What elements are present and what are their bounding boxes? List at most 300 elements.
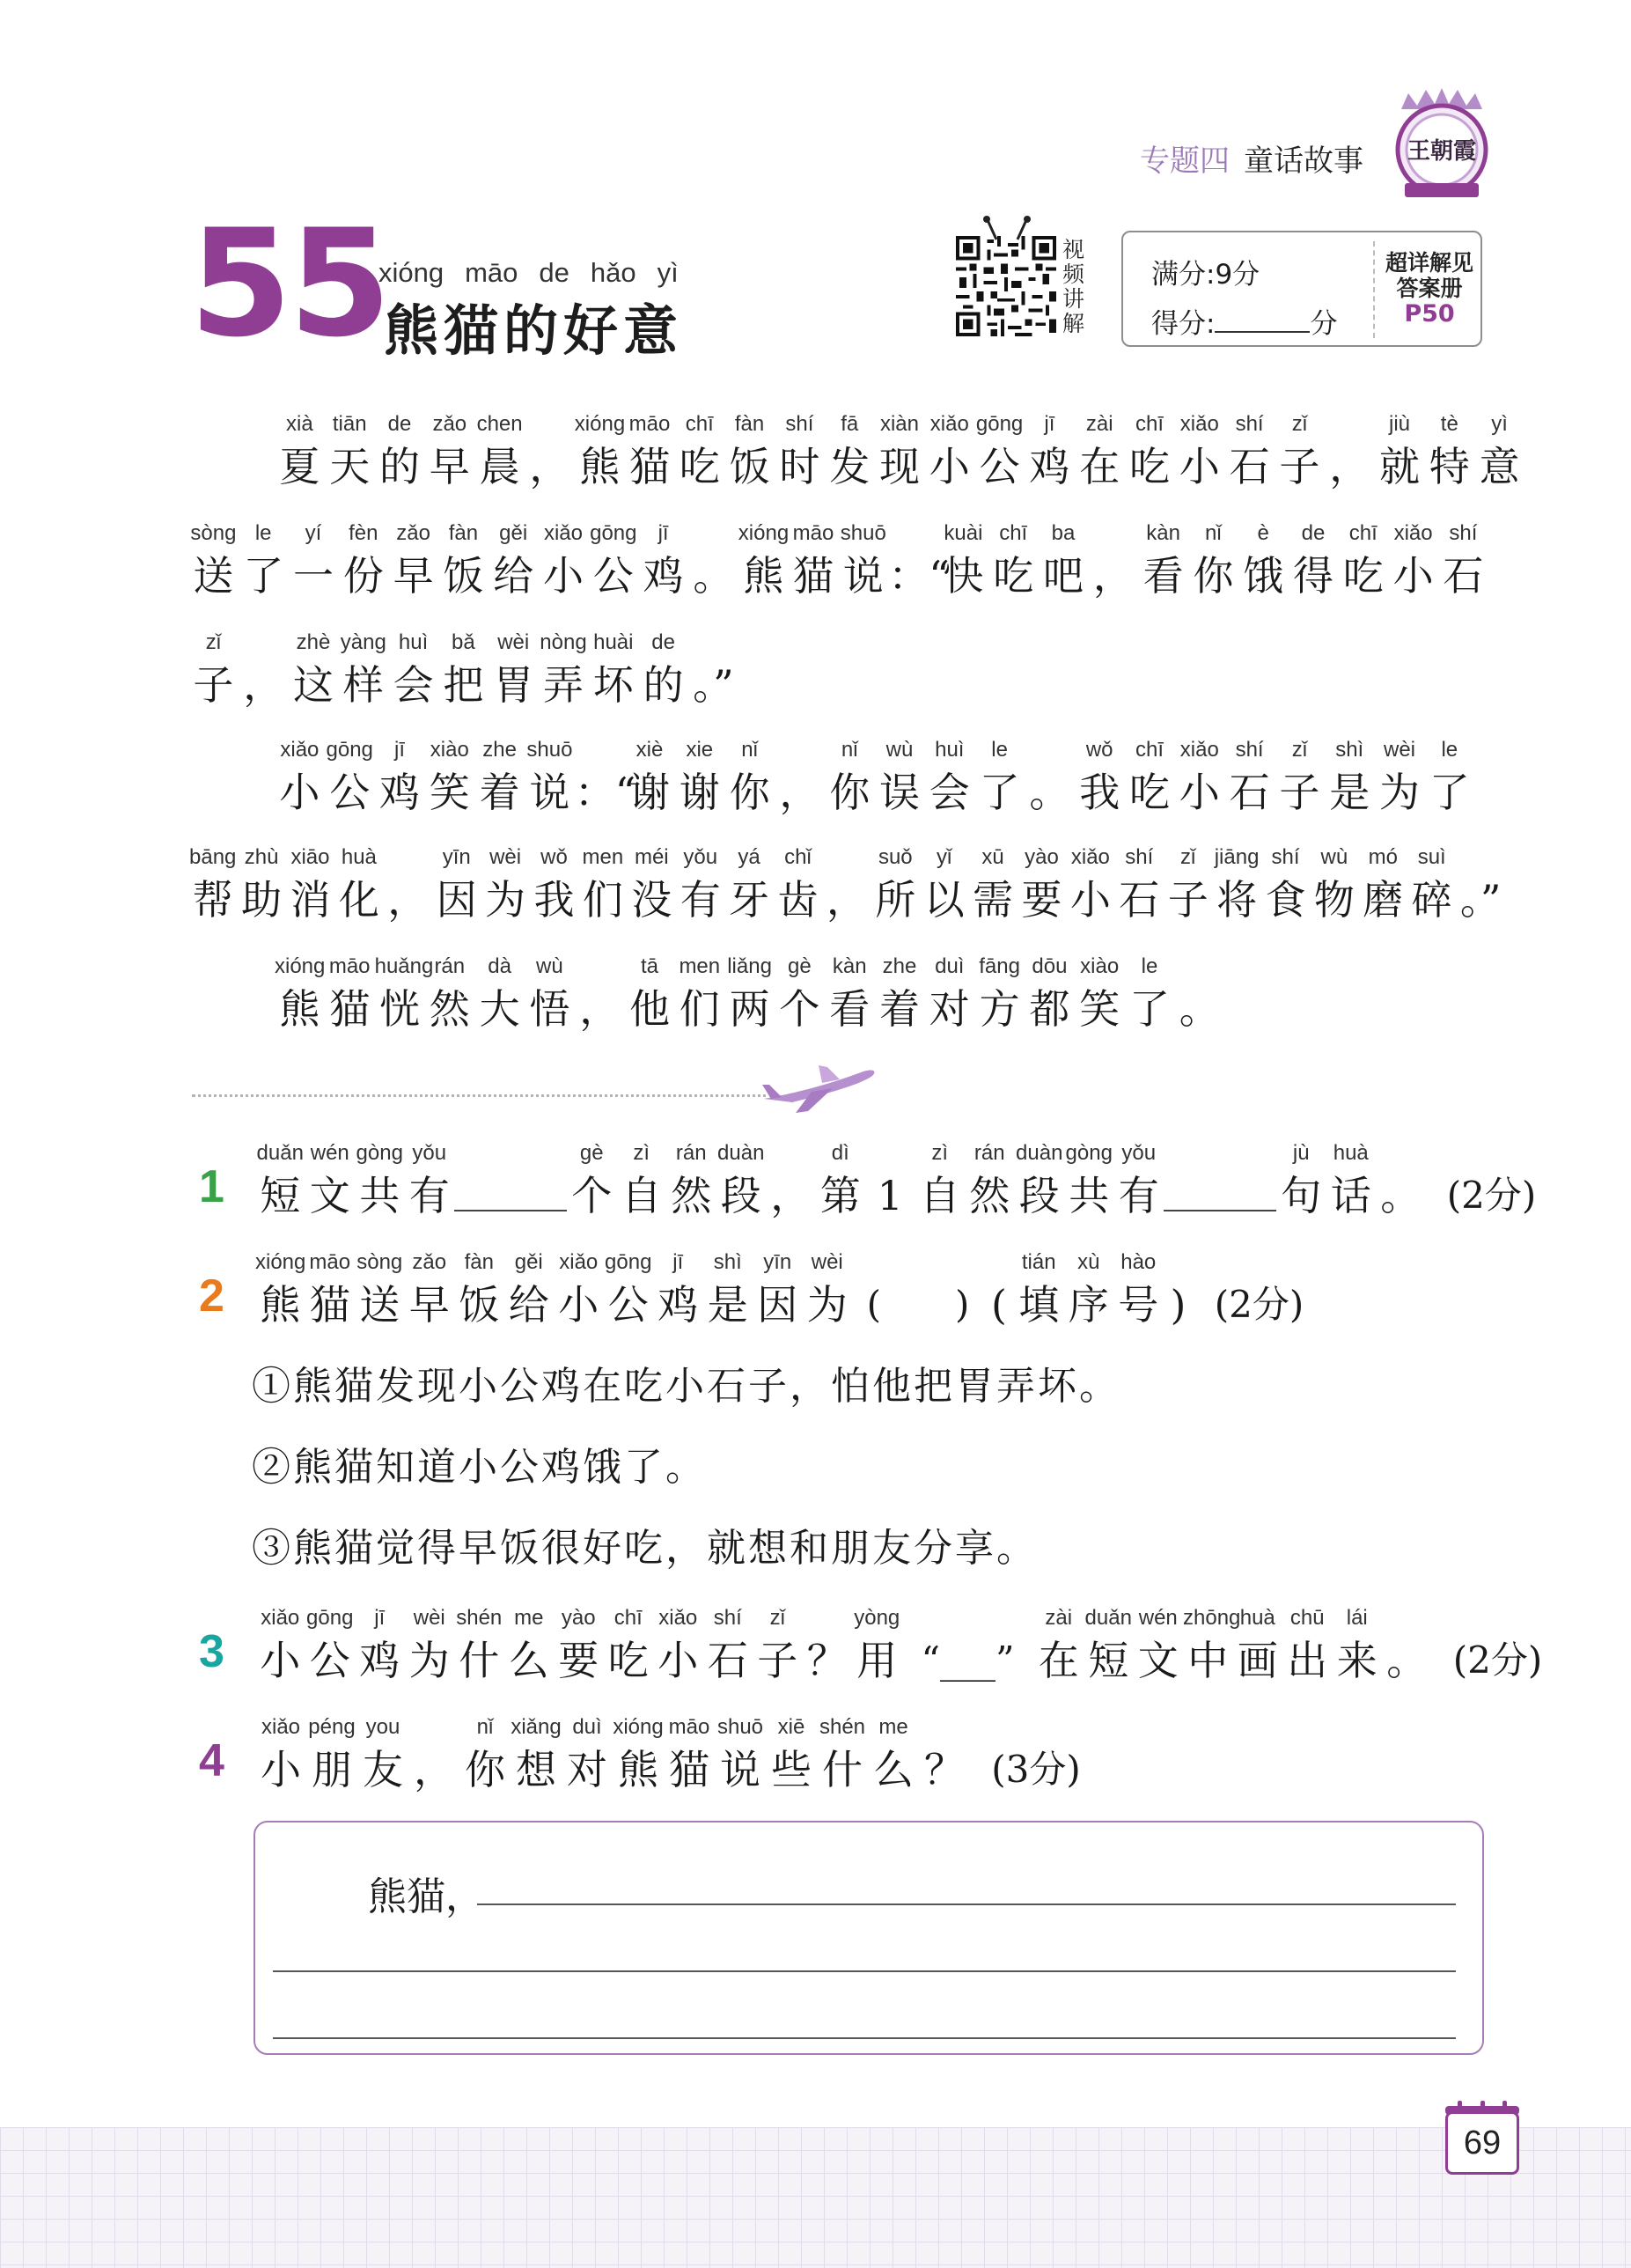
pinyin: jiāng (1214, 845, 1260, 869)
pinyin (888, 516, 938, 551)
hanzi: 所 (875, 876, 916, 924)
pinyin: xiǎo (1393, 521, 1433, 545)
char-cell (825, 949, 875, 1034)
pinyin: gōng (590, 521, 637, 545)
char-cell (405, 1601, 455, 1685)
pinyin: yí (305, 521, 322, 545)
hanzi: 文 (1137, 1637, 1179, 1684)
hanzi[interactable]: ( ) (866, 1283, 970, 1326)
hanzi: 饭 (729, 443, 770, 490)
pinyin (1025, 733, 1075, 768)
hanzi: 然 (671, 1172, 712, 1219)
hanzi: 用 (856, 1637, 898, 1684)
hanzi: 。 (1029, 769, 1070, 816)
hanzi: 在 (1038, 1637, 1079, 1684)
hanzi: 因 (757, 1281, 798, 1329)
pinyin: xióng (255, 1250, 306, 1274)
char-cell (666, 1136, 716, 1220)
pinyin: sòng (356, 1250, 403, 1274)
hanzi: 鸡 (643, 552, 684, 600)
pinyin: shí (1235, 738, 1264, 762)
hanzi: 助 (241, 876, 283, 924)
lesson-title: 熊猫的好意 (384, 298, 684, 363)
score-got (1151, 301, 1337, 341)
char-cell (617, 1136, 667, 1220)
writing-line[interactable] (273, 2037, 1456, 2039)
char-cell (575, 949, 625, 1034)
pinyin: zǎo (412, 1250, 447, 1274)
char-cell (924, 407, 974, 491)
hanzi: 给 (493, 552, 534, 600)
pinyin: zhōng (1183, 1606, 1241, 1630)
char-cell (1125, 949, 1175, 1034)
char-cell (438, 516, 489, 600)
hanzi: 是 (1329, 769, 1370, 816)
char-cell (915, 1136, 966, 1220)
hanzi: ？ (806, 1637, 848, 1684)
pinyin: kàn (832, 954, 867, 978)
hanzi[interactable]: (2分) (1446, 1174, 1537, 1217)
pinyin (852, 1245, 984, 1280)
pinyin: shì (713, 1250, 742, 1274)
pinyin (688, 625, 738, 660)
hanzi: 看 (829, 985, 871, 1033)
pinyin: fāng (979, 954, 1020, 978)
char-cell (481, 840, 529, 924)
hanzi: 饭 (459, 1281, 500, 1329)
hanzi: 得 (1292, 552, 1333, 600)
hanzi: ) (1170, 1281, 1187, 1329)
char-cell (1375, 733, 1425, 817)
hanzi: 么 (873, 1746, 914, 1793)
pinyin: zhù (244, 845, 279, 869)
char-cell[interactable] (454, 1136, 567, 1211)
char-cell (489, 625, 539, 710)
writing-line[interactable] (477, 1904, 1456, 1905)
pinyin: shí (1235, 412, 1264, 436)
hanzi: 小 (929, 443, 970, 490)
pinyin: xiǎo (280, 738, 320, 762)
pinyin: wén (1138, 1606, 1178, 1630)
hanzi: 了 (979, 769, 1020, 816)
char-cell (1407, 840, 1456, 924)
char-cell (1134, 1601, 1184, 1685)
pinyin: chū (1289, 1606, 1325, 1630)
char-cell (703, 1245, 753, 1329)
answer-writing-box[interactable] (253, 1821, 1484, 2055)
pinyin: xù (1077, 1250, 1100, 1274)
pinyin (1174, 949, 1224, 984)
pinyin: me (514, 1606, 544, 1630)
pinyin: yòng (854, 1606, 900, 1630)
char-cell (638, 625, 688, 710)
hanzi: 猫 (329, 985, 371, 1033)
pinyin (1456, 840, 1504, 875)
q2-option-3[interactable]: ③熊猫觉得早饭很好吃，就想和朋友分享。 (252, 1526, 1038, 1571)
pinyin: méi (634, 845, 669, 869)
char-cell (803, 1245, 853, 1329)
score-blank[interactable] (1215, 306, 1310, 333)
question-4-number: 4 (199, 1735, 224, 1786)
char-cell (388, 625, 438, 710)
char-cell (825, 407, 875, 491)
hanzi: 个 (779, 985, 820, 1033)
char-cell (525, 407, 575, 491)
pinyin: zài (1045, 1606, 1073, 1630)
hanzi: 子 (193, 661, 234, 709)
char-cell (724, 733, 775, 817)
qr-code-icon[interactable] (956, 236, 1056, 336)
pinyin: huà (341, 845, 377, 869)
hanzi[interactable]: (2分) (1214, 1283, 1304, 1326)
char-cell (988, 516, 1039, 600)
pinyin: dì (831, 1141, 849, 1165)
pinyin: xióng (738, 521, 790, 545)
char-cell (578, 840, 627, 924)
hanzi: 牙 (729, 876, 770, 924)
hanzi: 共 (359, 1172, 400, 1219)
hanzi: 你 (829, 769, 871, 816)
pinyin (803, 1601, 853, 1636)
pinyin (1164, 1136, 1276, 1171)
hanzi: 早 (393, 552, 434, 600)
char-cell (375, 733, 425, 817)
hanzi: 小 (261, 1746, 301, 1793)
score-got-unit: 分 (1310, 308, 1338, 340)
pinyin: xióng (275, 954, 326, 978)
pinyin: māo (792, 521, 834, 545)
char-cell (1075, 407, 1125, 491)
topic-label (1140, 136, 1363, 180)
char-cell (1456, 840, 1504, 924)
hanzi: 把 (443, 661, 484, 709)
pinyin: lái (1346, 1606, 1368, 1630)
q2-option-1[interactable]: ①熊猫发现小公鸡在吃小石子，怕他把胃弄坏。 (252, 1364, 1120, 1409)
pinyin: yǐ (937, 845, 952, 869)
hanzi: ：“ (574, 769, 636, 816)
hanzi: 子 (1167, 876, 1209, 924)
pinyin: ba (1051, 521, 1076, 545)
char-cell (374, 949, 434, 1034)
char-cell (1125, 733, 1175, 817)
pinyin: le (1441, 738, 1458, 762)
char-cell (432, 840, 481, 924)
pinyin: huà (1333, 1141, 1369, 1165)
pinyin: xiǎo (1070, 845, 1110, 869)
char-cell (1138, 516, 1188, 600)
char-cell (1282, 1601, 1333, 1685)
char-cell (1025, 407, 1075, 491)
char-cell (868, 1710, 919, 1794)
hanzi: 给 (508, 1281, 549, 1329)
fill-blank[interactable] (1164, 1174, 1276, 1211)
pinyin (1088, 516, 1138, 551)
char-cell (724, 840, 773, 924)
char-cell (852, 1601, 902, 1685)
hanzi: 这 (292, 661, 334, 709)
pinyin (766, 1136, 816, 1171)
char-cell (1212, 840, 1260, 924)
char-cell[interactable] (1164, 1136, 1276, 1211)
hanzi: 磨 (1363, 876, 1404, 924)
char-cell (489, 516, 539, 600)
fill-blank[interactable] (454, 1174, 567, 1211)
hanzi: 饿 (1243, 552, 1284, 600)
pinyin: xū (981, 845, 1004, 869)
pinyin: fàn (448, 521, 479, 545)
hanzi: 。” (693, 661, 734, 709)
char-cell (1426, 1136, 1558, 1220)
hanzi: 熊 (743, 552, 784, 600)
pinyin (239, 625, 289, 660)
hanzi: ， (770, 1172, 812, 1219)
pinyin: le (254, 521, 272, 545)
answer-start-text: 熊猫， (368, 1874, 484, 1919)
char-cell (305, 1601, 356, 1685)
char-cell (1333, 1601, 1383, 1685)
pinyin: huài (593, 630, 634, 654)
pinyin: gòng (356, 1141, 403, 1165)
hanzi: 吃 (993, 552, 1034, 600)
pinyin: le (1141, 954, 1158, 978)
char-cell (454, 1245, 504, 1329)
char-cell (1015, 1136, 1065, 1220)
char-cell (1375, 407, 1425, 491)
q2-option-2[interactable]: ②熊猫知道小公鸡饿了。 (252, 1445, 707, 1490)
hanzi: 谢 (679, 769, 720, 816)
pinyin: rán (675, 1141, 707, 1165)
pinyin: suǒ (878, 845, 913, 869)
pinyin: yīn (763, 1250, 792, 1274)
pinyin: è (1257, 521, 1269, 545)
hanzi: 的 (643, 661, 684, 709)
pinyin: shén (819, 1715, 866, 1739)
hanzi: 鸡 (658, 1281, 699, 1329)
char-cell (974, 949, 1025, 1034)
pinyin: chī (1135, 738, 1164, 762)
hanzi: 都 (1029, 985, 1070, 1033)
char-cell (984, 1245, 1014, 1329)
pinyin: zǎo (396, 521, 430, 545)
char-cell (1164, 1245, 1194, 1329)
hanzi: ， (387, 876, 429, 924)
char-cell (653, 1601, 703, 1685)
char-cell (306, 1710, 357, 1794)
pinyin: xiǎo (559, 1250, 599, 1274)
pinyin: duàn (1016, 1141, 1063, 1165)
hanzi: 要 (1021, 876, 1062, 924)
hanzi: 了 (1128, 985, 1170, 1033)
char-cell (338, 516, 388, 600)
score-divider (1373, 241, 1375, 338)
char-cell (375, 407, 425, 491)
hanzi: 。 (1380, 1172, 1422, 1219)
hanzi: 短 (260, 1172, 301, 1219)
char-cell (1289, 516, 1339, 600)
pinyin (984, 1245, 1014, 1280)
pinyin: duàn (717, 1141, 765, 1165)
pinyin: zǐ (1180, 845, 1196, 869)
pinyin: jī (374, 1606, 386, 1630)
hanzi: 吧 (1042, 552, 1084, 600)
hanzi: 吃 (1128, 769, 1170, 816)
pinyin: wǒ (540, 845, 568, 869)
hanzi: 晨 (479, 443, 520, 490)
hanzi: ：“ (888, 552, 950, 600)
char-cell (239, 625, 289, 710)
pinyin: nòng (540, 630, 587, 654)
hanzi: 出 (1287, 1637, 1328, 1684)
char-cell (554, 1245, 604, 1329)
char-cell (838, 516, 888, 600)
pinyin: wèi (1383, 738, 1415, 762)
char-cell (625, 407, 675, 491)
char-cell (1275, 733, 1325, 817)
pinyin: māo (628, 412, 671, 436)
footer-grid-band (0, 2127, 1631, 2268)
pinyin: zhe (882, 954, 917, 978)
hanzi: 会 (393, 661, 434, 709)
pinyin: gè (788, 954, 812, 978)
hanzi: 恍 (378, 985, 420, 1033)
hanzi: 有 (408, 1172, 450, 1219)
pinyin: zhè (296, 630, 331, 654)
pinyin: de (1301, 521, 1326, 545)
hanzi: 熊 (279, 985, 320, 1033)
char-cell (775, 407, 825, 491)
pinyin: de (651, 630, 675, 654)
pinyin: suì (1417, 845, 1446, 869)
char-cell (1075, 949, 1125, 1034)
hanzi: 时 (779, 443, 820, 490)
char-cell (474, 733, 525, 817)
char-cell (239, 516, 289, 600)
hanzi: 短 (1088, 1637, 1129, 1684)
hanzi: 饭 (443, 552, 484, 600)
hanzi: 为 (1378, 769, 1420, 816)
hanzi: 些 (771, 1746, 812, 1793)
hanzi: 要 (558, 1637, 599, 1684)
pinyin: bǎ (452, 630, 475, 654)
hanzi[interactable]: (2分) (1452, 1638, 1543, 1682)
title-pinyin-syllable: hǎo (590, 257, 636, 288)
char-cell (920, 840, 968, 924)
hanzi: 笑 (1079, 985, 1120, 1033)
char-cell (1014, 1245, 1064, 1329)
pinyin: fàn (734, 412, 765, 436)
char-cell (1174, 949, 1224, 1034)
pinyin: xiǎo (543, 521, 583, 545)
hanzi: 方 (979, 985, 1020, 1033)
full-score: 满分:9分 (1151, 259, 1260, 291)
char-cell (1326, 1136, 1377, 1220)
hanzi: 子 (1279, 443, 1320, 490)
hanzi: 号 (1118, 1281, 1159, 1329)
hanzi: 是 (707, 1281, 748, 1329)
pinyin (1164, 1245, 1194, 1280)
pinyin: gè (579, 1141, 604, 1165)
pinyin: duǎn (256, 1141, 304, 1165)
hanzi: ， (414, 1746, 454, 1793)
pinyin: wù (885, 738, 914, 762)
hanzi: 熊 (579, 443, 621, 490)
char-cell (774, 840, 822, 924)
pinyin: chī (999, 521, 1028, 545)
dotted-divider (192, 1094, 773, 1097)
char-cell (1039, 516, 1089, 600)
pinyin: chen (476, 412, 523, 436)
char-cell (1174, 733, 1224, 817)
video-explanation-label[interactable] (1062, 238, 1089, 336)
char-cell (924, 949, 974, 1034)
char-cell (1438, 516, 1488, 600)
author-seal-logo (1389, 88, 1495, 201)
hanzi[interactable]: (3分) (991, 1748, 1081, 1791)
hanzi: 序 (1068, 1281, 1109, 1329)
char-cell (1276, 1136, 1326, 1220)
char-cell (974, 733, 1025, 817)
hanzi: 送 (193, 552, 234, 600)
hanzi: 话 (1330, 1172, 1371, 1219)
char-cell (625, 949, 675, 1034)
char-cell (970, 1710, 1102, 1794)
char-cell (1084, 1601, 1134, 1685)
pinyin: shí (1271, 845, 1300, 869)
char-cell (716, 1136, 767, 1220)
hanzi: 化 (338, 876, 379, 924)
hanzi: 食 (1265, 876, 1306, 924)
pinyin: chī (685, 412, 714, 436)
pinyin: sòng (190, 521, 237, 545)
char-cell (965, 1136, 1015, 1220)
pinyin: xiǎng (511, 1715, 562, 1739)
hanzi: 发 (829, 443, 871, 490)
pinyin: shuō (526, 738, 573, 762)
hanzi: 。 (1386, 1637, 1428, 1684)
char-cell (604, 1601, 654, 1685)
pinyin (775, 733, 825, 768)
char-cell (1424, 407, 1474, 491)
qr-label-char: 视 (1062, 237, 1085, 262)
char-cell (454, 1601, 504, 1685)
hanzi: 然 (429, 985, 470, 1033)
hanzi: 对 (929, 985, 970, 1033)
hanzi: ， (579, 985, 621, 1033)
writing-line[interactable] (273, 1970, 1456, 1972)
hanzi: 看 (1142, 552, 1184, 600)
hanzi: 会 (929, 769, 970, 816)
char-cell (871, 840, 920, 924)
pinyin: dà (488, 954, 511, 978)
char-cell (539, 516, 589, 600)
char-cell (405, 1136, 455, 1220)
char-cell (338, 625, 388, 710)
hanzi: 段 (720, 1172, 761, 1219)
pinyin: nǐ (476, 1715, 494, 1739)
hanzi: 的 (378, 443, 420, 490)
pinyin: péng (308, 1715, 356, 1739)
char-cell (1164, 840, 1212, 924)
pinyin: wèi (489, 845, 522, 869)
hanzi: 小 (658, 1637, 699, 1684)
pinyin (525, 407, 575, 442)
char-cell (334, 840, 383, 924)
char-cell (1113, 1245, 1164, 1329)
char-cell (738, 516, 789, 600)
hanzi: ？ (924, 1746, 965, 1793)
char-cell (974, 407, 1025, 491)
char-cell (438, 625, 489, 710)
